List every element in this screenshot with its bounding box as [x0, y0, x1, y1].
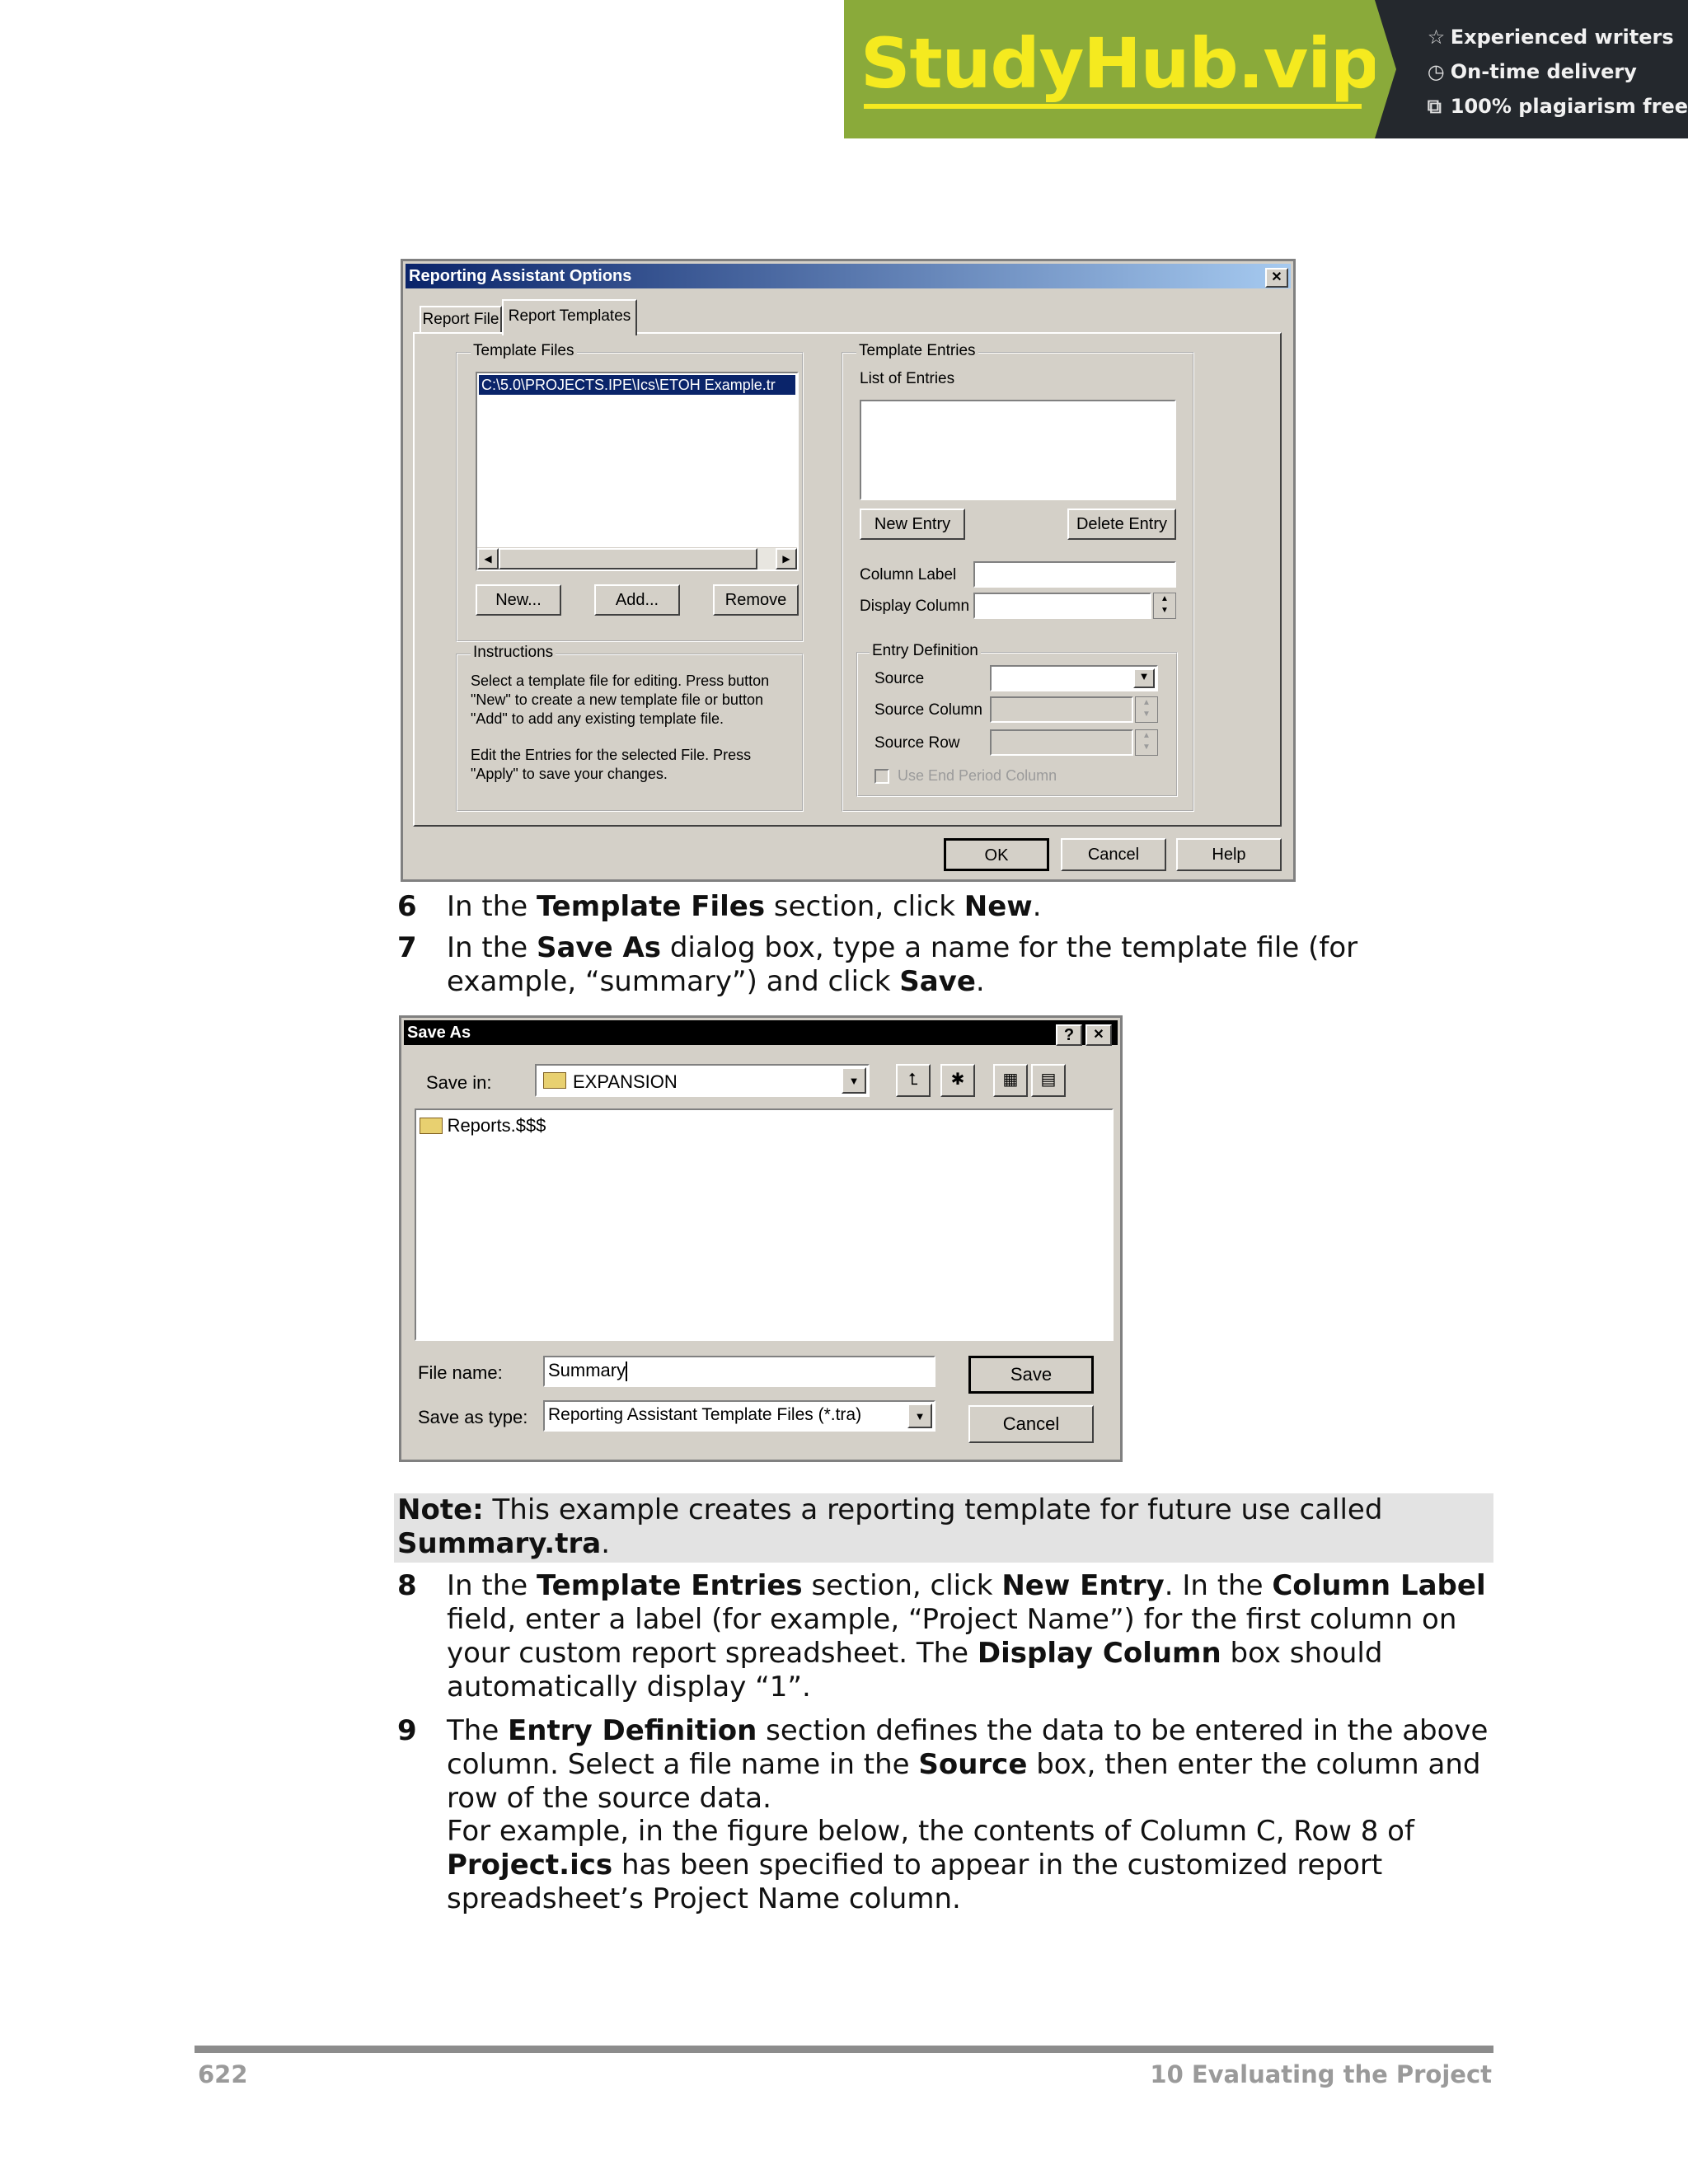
star-icon: ☆ [1427, 26, 1446, 49]
template-entries-label: Template Entries [856, 342, 978, 360]
step-number: 7 [397, 931, 417, 964]
scroll-right-icon[interactable]: ▶ [776, 548, 797, 569]
step-text: In the Template Entries section, click New Entry. In the Column Label field, enter a label (for example, “Project Name”) for the first column on your custom report spreadsheet. The Display Column box should automatically display “1”. [447, 1569, 1486, 1704]
selected-file-item[interactable]: C:\5.0\PROJECTS.IPE\Ics\ETOH Example.tr [479, 375, 795, 395]
save-as-titlebar [404, 1020, 1118, 1045]
step-number: 9 [397, 1714, 417, 1747]
remove-template-button[interactable]: Remove [713, 584, 799, 616]
banner-features [1375, 0, 1688, 138]
chapter-title: 10 Evaluating the Project [1150, 2060, 1492, 2088]
scroll-thumb[interactable] [499, 548, 757, 569]
copy-icon: ⧉ [1427, 95, 1442, 118]
horizontal-scrollbar[interactable] [477, 547, 797, 569]
display-column-spinner[interactable]: ▲ ▼ [1153, 593, 1176, 619]
dialog-titlebar [406, 264, 1291, 288]
template-files-label: Template Files [471, 342, 577, 360]
save-as-title: Save As [407, 1024, 471, 1042]
close-icon: ✕ [1271, 270, 1282, 284]
close-title-button[interactable] [1085, 1024, 1112, 1046]
tab-report-file[interactable]: Report File [420, 306, 502, 334]
studyhub-banner[interactable] [844, 0, 1688, 138]
logo-underline [864, 104, 1362, 109]
up-folder-button[interactable] [896, 1064, 931, 1097]
list-view-button[interactable] [993, 1064, 1028, 1097]
details-view-icon: ▤ [1040, 1071, 1057, 1089]
list-view-icon: ▦ [1002, 1071, 1019, 1089]
source-row-spinner[interactable]: ▲ ▼ [1135, 729, 1158, 756]
source-column-input[interactable] [990, 696, 1133, 723]
use-end-period-label: Use End Period Column [898, 767, 1057, 784]
source-column-label: Source Column [874, 701, 982, 719]
entries-list[interactable] [860, 400, 1176, 500]
source-label: Source [874, 670, 925, 687]
page-number: 622 [198, 2060, 248, 2088]
folder-icon [543, 1072, 566, 1089]
display-column-label: Display Column [860, 598, 970, 615]
source-row-label: Source Row [874, 734, 960, 752]
instructions-paragraph-1: Select a template file for editing. Press button "New" to create a new template file or button "Add" to add any existing template file. [471, 673, 770, 727]
save-in-dropdown[interactable] [535, 1064, 870, 1097]
instructions-text [471, 672, 792, 784]
feature-experienced: ☆ Experienced writers [1428, 20, 1688, 54]
step-7 [397, 931, 1502, 1001]
step-number: 8 [397, 1569, 417, 1602]
column-label-input[interactable] [973, 561, 1176, 588]
step-text: In the Save As dialog box, type a name for the template file (for example, “summary”) and click Save. [447, 931, 1358, 998]
file-name-label: File name: [418, 1362, 503, 1383]
folder-list-item[interactable]: Reports.$$$ [420, 1115, 546, 1137]
cancel-button[interactable]: Cancel [1061, 838, 1166, 871]
add-template-button[interactable]: Add... [594, 584, 680, 616]
use-end-period-checkbox[interactable] [874, 769, 889, 784]
file-list[interactable] [415, 1108, 1114, 1341]
step-text: In the Template Files section, click New. [447, 890, 1042, 923]
close-icon: ✕ [1093, 1028, 1104, 1042]
reporting-assistant-dialog [401, 259, 1296, 882]
source-dropdown[interactable] [990, 665, 1158, 691]
new-template-button[interactable]: New... [476, 584, 561, 616]
question-icon: ? [1063, 1026, 1075, 1044]
new-entry-button[interactable]: New Entry [860, 509, 965, 540]
step-8 [397, 1569, 1510, 1706]
column-label-label: Column Label [860, 566, 957, 583]
help-button[interactable]: Help [1176, 838, 1282, 871]
studyhub-logo: StudyHub.vip [860, 23, 1380, 104]
save-as-type-label: Save as type: [418, 1407, 528, 1427]
banner-arrow [1375, 0, 1396, 138]
save-in-value: EXPANSION [573, 1071, 678, 1092]
note-box: Note: This example creates a reporting template for future use called Summary.tra. [394, 1493, 1493, 1563]
instructions-paragraph-2: Edit the Entries for the selected File. Press "Apply" to save your changes. [471, 747, 752, 782]
banner-logo-panel [844, 0, 1380, 138]
step-9-example: For example, in the figure below, the contents of Column C, Row 8 of Project.ics has been specified to appear in the customized report spreadsheet’s Project Name column. [447, 1815, 1414, 1915]
dialog-title: Reporting Assistant Options [409, 267, 632, 285]
cancel-button[interactable]: Cancel [968, 1405, 1094, 1443]
close-button[interactable] [1265, 268, 1288, 288]
up-folder-icon: ⮤ [908, 1071, 918, 1089]
save-as-dialog [399, 1015, 1123, 1462]
clock-icon: ◷ [1427, 60, 1445, 83]
save-in-label: Save in: [426, 1072, 492, 1093]
source-row-input[interactable] [990, 729, 1133, 756]
save-as-type-dropdown[interactable]: Reporting Assistant Template Files (*.tra) ▼ [543, 1400, 935, 1432]
source-column-spinner[interactable]: ▲ ▼ [1135, 696, 1158, 723]
chevron-down-icon[interactable]: ▼ [1133, 668, 1155, 688]
text-cursor [626, 1361, 627, 1381]
step-number: 6 [397, 890, 417, 923]
scroll-left-icon[interactable]: ◀ [477, 548, 499, 569]
list-of-entries-label: List of Entries [860, 370, 955, 387]
file-name-input[interactable]: Summary [543, 1356, 935, 1387]
entry-definition-label: Entry Definition [870, 642, 981, 660]
chevron-down-icon[interactable]: ▼ [907, 1404, 932, 1428]
folder-icon [420, 1118, 443, 1134]
tab-report-templates[interactable]: Report Templates [502, 299, 637, 335]
new-folder-icon: ✱ [950, 1071, 965, 1089]
ok-button[interactable]: OK [944, 838, 1049, 871]
chevron-down-icon[interactable]: ▼ [842, 1067, 866, 1094]
feature-ontime: ◷ On-time delivery [1428, 54, 1688, 89]
delete-entry-button[interactable]: Delete Entry [1067, 509, 1176, 540]
footer-rule [195, 2046, 1493, 2053]
feature-plagiarism: ⧉ 100% plagiarism free [1428, 89, 1688, 124]
help-title-button[interactable] [1056, 1024, 1082, 1046]
step-6 [397, 890, 1502, 925]
step-text: The Entry Definition section defines the data to be entered in the above column. Select a file name in the Source box, then enter the column and row of the source data. [447, 1714, 1489, 1815]
new-folder-button[interactable] [940, 1064, 975, 1097]
instructions-label: Instructions [471, 644, 556, 662]
step-9 [397, 1714, 1510, 1929]
template-files-list[interactable] [476, 372, 799, 571]
details-view-button[interactable] [1031, 1064, 1066, 1097]
save-button[interactable]: Save [968, 1356, 1094, 1394]
display-column-input[interactable] [973, 593, 1151, 619]
